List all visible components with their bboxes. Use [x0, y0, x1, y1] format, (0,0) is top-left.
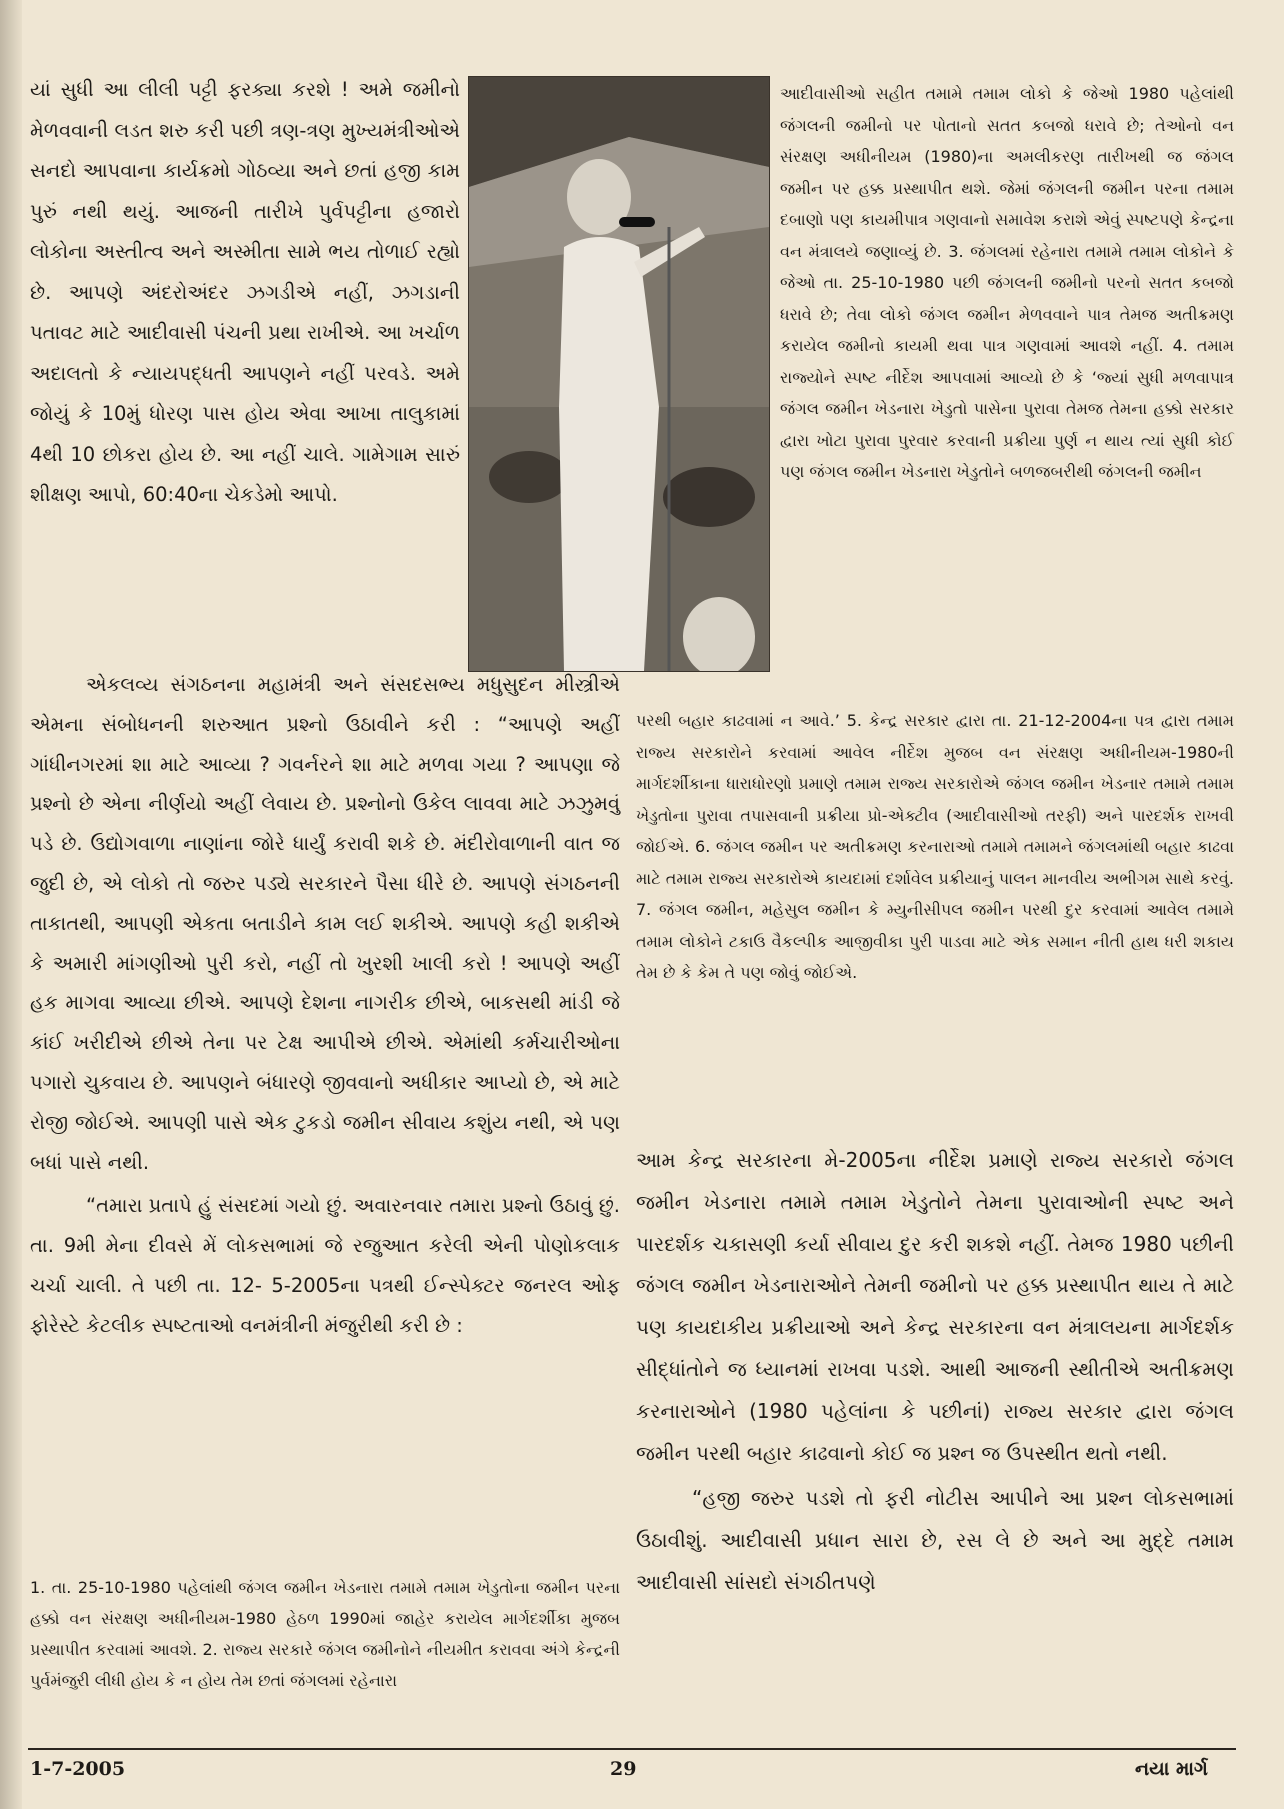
paragraph-list: 1. તા. 25-10-1980 પહેલાંથી જંગલ જમીન ખેડનારા તમામે તમામ ખેડુતોના જમીન પરના હક્કો વન સંરક્ષણ અધીનીયમ-1980 હેઠળ 1990માં જાહેર કરાયેલ માર્ગદર્શીકા મુજબ પ્રસ્થાપીત કરવામાં આવશે. 2. રાજ્ય સરકારે જંગલ જમીનોને નીયમીત કરાવવા અંગે કેન્દ્રની પુર્વમંજુરી લીધી હોય કે ન હોય તેમ છતાં જંગલમાં રહેનારા [30, 1578, 620, 1690]
speaker-photo [468, 76, 770, 672]
left-top-column [30, 70, 460, 516]
paragraph-parliament: “તમારા પ્રતાપે હું સંસદમાં ગયો છું. અવારનવાર તમારા પ્રશ્નો ઉઠાવું છું. તા. 9મી મેના દીવસે મેં લોકસભામાં જે રજુઆત કરેલી એની પોણોકલાક ચર્ચા ચાલી. તે પછી તા. 12- 5-2005ના પત્રથી ઈન્સ્પેક્ટર જનરલ ઓફ ફોરેસ્ટે કેટલીક સ્પષ્ટતાઓ વનમંત્રીની મંજુરીથી કરી છે : [30, 1194, 620, 1337]
paragraph-left-top: યાં સુધી આ લીલી પટ્ટી ફરક્યા કરશે ! અમે જમીનો મેળવવાની લડત શરુ કરી પછી ત્રણ-ત્રણ મુખ્યમંત્રીઓએ સનદો આપવાના કાર્યક્રમો ગોઠવ્યા અને છતાં હજી કામ પુરું નથી થયું. આજની તારીખે પુર્વપટ્ટીના હજારો લોકોના અસ્તીત્વ અને અસ્મીતા સામે ભય તોળાઈ રહ્યો છે. આપણે અંદરોઅંદર ઝગડીએ નહીં, ઝગડાની પતાવટ માટે આદીવાસી પંચની પ્રથા રાખીએ. આ ખર્ચાળ અદાલતો કે ન્યાયપદ્ધતી આપણને નહીં પરવડે. અમે જોયું કે 10મું ધોરણ પાસ હોય એવા આખા તાલુકામાં 4થી 10 છોકરા હોય છે. આ નહીં ચાલે. ગામેગામ સારું શીક્ષણ આપો, 60:40ના ચેકડેમો આપો. [30, 78, 460, 506]
page-number: 29 [610, 1758, 637, 1780]
left-bottom-column [30, 665, 620, 1346]
magazine-name: નયા માર્ગ [1135, 1758, 1208, 1780]
paragraph-closing-quote: “હજી જરુર પડશે તો ફરી નોટીસ આપીને આ પ્રશ્ન લોકસભામાં ઉઠાવીશું. આદીવાસી પ્રધાન સારા છે, રસ લે છે અને આ મુદ્દે તમામ આદીવાસી સાંસદો સંગઠીતપણે [636, 1486, 1234, 1594]
paragraph-right-mid: પરથી બહાર કાઢવામાં ન આવે.’ 5. કેન્દ્ર સરકાર દ્વારા તા. 21-12-2004ના પત્ર દ્વારા તમામ રાજ્ય સરકારોને કરવામાં આવેલ નીર્દેશ મુજબ વન સંરક્ષણ અધીનીયમ-1980ની માર્ગદર્શીકાના ધારાધોરણો પ્રમાણે તમામ રાજ્ય સરકારોએ જંગલ જમીન ખેડનાર તમામે તમામ ખેડુતોના પુરાવા તપાસવાની પ્રક્રીયા પ્રો-એક્ટીવ (આદીવાસીઓ તરફી) અને પારદર્શક રાખવી જોઈએ. 6. જંગલ જમીન પર અતીક્રમણ કરનારાઓ તમામે તમામને જંગલમાંથી બહાર કાઢવા માટે તમામ રાજ્ય સરકારોએ કાયદામાં દર્શાવેલ પ્રક્રીયાનું પાલન માનવીય અભીગમ સાથે કરવું. 7. જંગલ જમીન, મહેસુલ જમીન કે મ્યુનીસીપલ જમીન પરથી દુર કરવામાં આવેલ તમામે તમામ લોકોને ટકાઉ વૈકલ્પીક આજીવીકા પુરી પાડવા માટે એક સમાન નીતી હાથ ધરી શકાય તેમ છે કે કેમ તે પણ જોવું જોઈએ. [636, 711, 1234, 982]
footer-rule [28, 1748, 1236, 1750]
right-top-column [780, 78, 1234, 488]
right-bottom-column [636, 1140, 1234, 1604]
page-edge [0, 0, 22, 1809]
footer-date: 1-7-2005 [30, 1758, 126, 1780]
paragraph-speech-intro: એકલવ્ય સંગઠનના મહામંત્રી અને સંસદસભ્ય મધુસુદન મીસ્ત્રીએ એમના સંબોધનની શરુઆત પ્રશ્નો ઉઠાવીને કરી : “આપણે અહીં ગાંધીનગરમાં શા માટે આવ્યા ? ગવર્નરને શા માટે મળવા ગયા ? આપણા જે પ્રશ્નો છે એના નીર્ણયો અહીં લેવાય છે. પ્રશ્નોનો ઉકેલ લાવવા માટે ઝઝુમવું પડે છે. ઉદ્યોગવાળા નાણાંના જોરે ધાર્યું કરાવી શકે છે. મંદીરોવાળાની વાત જ જુદી છે, એ લોકો તો જરુર પડ્યે સરકારને પૈસા ધીરે છે. આપણે સંગઠનની તાકાતથી, આપણી એકતા બતાડીને કામ લઈ શકીએ. આપણે કહી શકીએ કે અમારી માંગણીઓ પુરી કરો, નહીં તો ખુરશી ખાલી કરો ! આપણે અહીં હક માગવા આવ્યા છીએ. આપણે દેશના નાગરીક છીએ, બાકસથી માંડી જે કાંઈ ખરીદીએ છીએ તેના પર ટેક્ષ આપીએ છીએ. એમાંથી કર્મચારીઓના પગારો ચુકવાય છે. આપણને બંધારણે જીવવાનો અધીકાર આપ્યો છે, એ માટે રોજી જોઈએ. આપણી પાસે એક ટુકડો જમીન સીવાય કશુંય નથી, એ પણ બધાં પાસે નથી. [30, 673, 620, 1174]
paragraph-right-top: આદીવાસીઓ સહીત તમામે તમામ લોકો કે જેઓ 1980 પહેલાંથી જંગલની જમીનો પર પોતાનો સતત કબજો ધરાવે છે; તેઓનો વન સંરક્ષણ અધીનીયમ (1980)ના અમલીકરણ તારીખથી જ જંગલ જમીન પર હક્ક પ્રસ્થાપીત થશે. જેમાં જંગલની જમીન પરના તમામ દબાણો પણ કાયમીપાત્ર ગણવાનો સમાવેશ કરાશે એવું સ્પષ્ટપણે કેન્દ્રના વન મંત્રાલયે જણાવ્યું છે. 3. જંગલમાં રહેનારા તમામે તમામ લોકોને કે જેઓ તા. 25-10-1980 પછી જંગલની જમીનો પરનો સતત કબજો ધરાવે છે; તેવા લોકો જંગલ જમીન મેળવવાને પાત્ર તેમજ અતીક્રમણ કરાયેલ જમીનો કાયમી થવા પાત્ર ગણવામાં આવશે નહીં. 4. તમામ રાજ્યોને સ્પષ્ટ નીર્દેશ આપવામાં આવ્યો છે કે ‘જ્યાં સુધી મળવાપાત્ર જંગલ જમીન ખેડનારા ખેડુતો પાસેના પુરાવા તેમજ તેમના હક્કો સરકાર દ્વારા ખોટા પુરાવા પુરવાર કરવાની પ્રક્રીયા પુર્ણ ન થાય ત્યાં સુધી કોઈ પણ જંગલ જમીન ખેડનારા ખેડુતોને બળજબરીથી જંગલની જમીન [780, 84, 1234, 481]
paragraph-conclusion: આમ કેન્દ્ર સરકારના મે-2005ના નીર્દેશ પ્રમાણે રાજ્ય સરકારો જંગલ જમીન ખેડનારા તમામે તમામ ખેડુતોને તેમના પુરાવાઓની સ્પષ્ટ અને પારદર્શક ચકાસણી કર્યા સીવાય દુર કરી શકશે નહીં. તેમજ 1980 પછીની જંગલ જમીન ખેડનારાઓને તેમની જમીનો પર હક્ક પ્રસ્થાપીત થાય તે માટે પણ કાયદાકીય પ્રક્રીયાઓ અને કેન્દ્ર સરકારના વન મંત્રાલયના માર્ગદર્શક સીદ્ધાંતોને જ ધ્યાનમાં રાખવા પડશે. આથી આજની સ્થીતીએ અતીક્રમણ કરનારાઓને (1980 પહેલાંના કે પછીનાં) રાજ્ય સરકાર દ્વારા જંગલ જમીન પરથી બહાર કાઢવાનો કોઈ જ પ્રશ્ન જ ઉપસ્થીત થતો નથી. [636, 1148, 1234, 1465]
clarifications-list [30, 1572, 620, 1696]
right-middle-column [636, 705, 1234, 989]
speaker-photo-image [469, 77, 769, 671]
